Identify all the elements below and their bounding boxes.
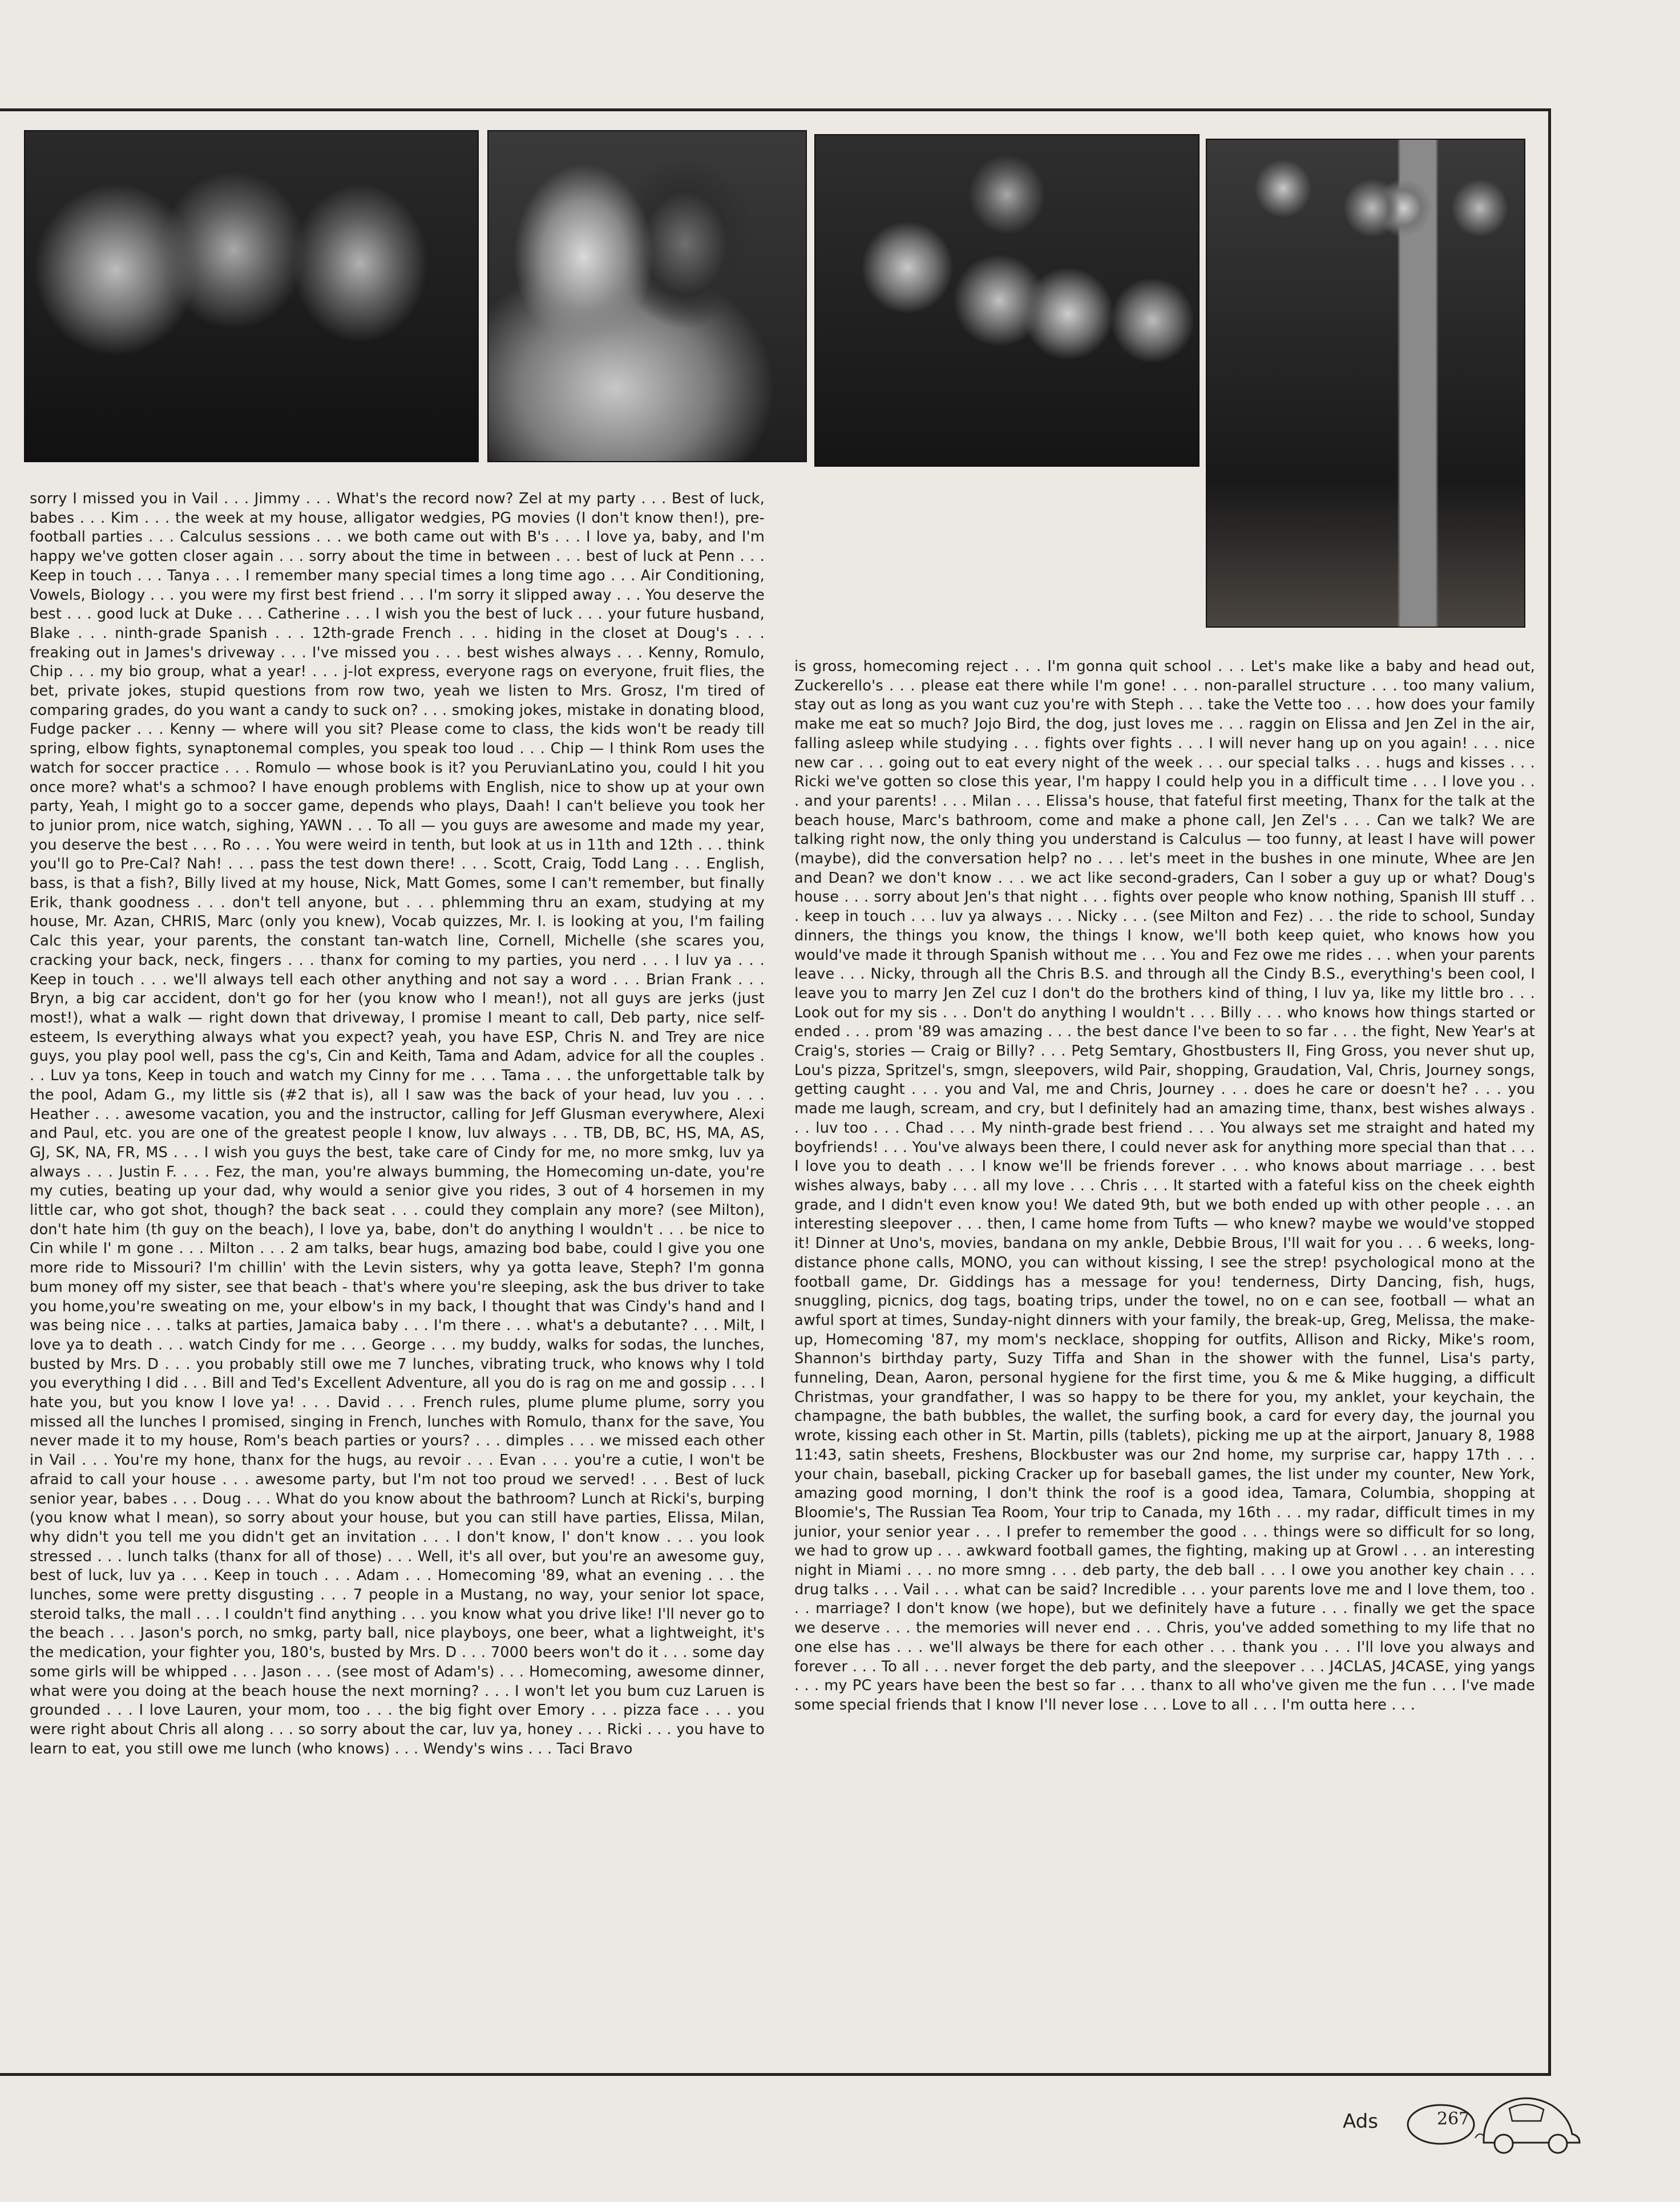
- photo-girls-group: [24, 130, 479, 462]
- photo-group-five: [814, 134, 1200, 467]
- text-column-left: sorry I missed you in Vail . . . Jimmy . . . What's the record now? Zel at my party . . . Best of luck, babes . . . Kim . . . the week at my house, alligator wedgies, PG movies (I don't know then!), pre-football parties . . . Calculus sessions . . . we both came out with B's . . . I love ya, baby, and I'm happy we've gotten closer again . . . sorry about the time in between . . . best of luck at Penn . . . Keep in touch . . . Tanya . . . I remember many special times a long time ago . . . Air Conditioning, Vowels, Biology . . . you were my first best friend . . . I'm sorry it slipped away . . . You deserve the best . . . good luck at Duke . . . Catherine . . . I wish you the best of luck . . . your future husband, Blake . . . ninth-grade Spanish . . . 12th-grade French . . . hiding in the closet at Doug's . . . freaking out in James's driveway . . . I've missed you . . . best wishes always . . . Kenny, Romulo, Chip . . . my bio group, what a year! . . . j-lot express, everyone rags on everyone, fruit flies, the bet, private jokes, stupid questions from row two, yeah we listen to Mrs. Grosz, I'm tired of comparing grades, do you want a candy to suck on? . . . smoking jokes, mistake in donating blood, Fudge packer . . . Kenny — where will you sit? Please come to class, the kids won't be ready till spring, elbow fights, synaptonemal comples, you speak too loud . . . Chip — I think Rom uses the watch for soccer practice . . . Romulo — whose book is it? you PeruvianLatino you, could I hit you once more? what's a schmoo? I have enough problems with English, nice to show up at your own party, Yeah, I might go to a soccer game, depends who plays, Daah! I can't believe you took her to junior prom, nice watch, sighing, YAWN . . . To all — you guys are awesome and made my year, you deserve the best . . . Ro . . . You were weird in tenth, but look at us in 11th and 12th . . . think you'll go to Pre-Cal? Nah! . . . pass the test down there! . . . Scott, Craig, Todd Lang . . . English, bass, is that a fish?, Billy lived at my house, Nick, Matt Gomes, some I can't remember, but finally Erik, thank goodness . . . don't tell anyone, but . . . phlemming thru an exam, studying at my house, Mr. Azan, CHRIS, Marc (only you knew), Vocab quizzes, Mr. I. is looking at you, I'm failing Calc this year, your parents, the constant tan-watch line, Cornell, Michelle (she scares you, cracking your back, neck, fingers . . . thanx for coming to my parties, you nerd . . . I luv ya . . . Keep in touch . . . we'll always tell each other anything and not say a word . . . Brian Frank . . . Bryn, a big car accident, don't go for her (you know who I mean!), not all guys are jerks (just most!), what a walk — right down that driveway, I promise I meant to call, Deb party, nice self-esteem, Is everything always what you expect? yeah, you have ESP, Chris N. and Trey are nice guys, you play pool well, pass the cg's, Cin and Keith, Tama and Adam, advice for all the couples . . . Luv ya tons, Keep in touch and watch my Cinny for me . . . Tama . . . the unforgettable talk by the pool, Adam G., my little sis (#2 that is), all I saw was the back of your head, luv you . . . Heather . . . awesome vacation, you and the instructor, calling for Jeff Glusman everywhere, Alexi and Paul, etc. you are one of the greatest people I know, luv always . . . TB, DB, BC, HS, MA, AS, GJ, SK, NA, FR, MS . . . I wish you guys the best, take care of Cindy for me, no more smkg, luv ya always . . . Justin F. . . . Fez, the man, you're always bumming, the Homecoming un-date, you're my cuties, beating up your dad, why would a senior give you rides, 3 out of 4 horsemen in my little car, who got shot, though? the back seat . . . could they complain any more? (see Milton), don't hate him (th guy on the beach), I love ya, babe, don't do anything I wouldn't . . . be nice to Cin while I' m gone . . . Milton . . . 2 am talks, bear hugs, amazing bod babe, could I give you one more ride to Missouri? I'm chillin' with the Levin sisters, why ya gotta leave, Steph? I'm gonna bum money off my sister, see that beach - that's where you're sleeping, ask the bus driver to take you home,you're sweating on me, your elbow's in my back, I thought that was Cindy's hand and I was being nice . . . talks at parties, Jamaica baby . . . I'm there . . . what's a debutante? . . . Milt, I love ya to death . . . watch Cindy for me . . . George . . . my buddy, walks for sodas, the lunches, busted by Mrs. D . . . you probably still owe me 7 lunches, vibrating truck, who knows why I told you everything I did . . . Bill and Ted's Excellent Adventure, all you do is rag on me and gossip . . . I hate you, but you know I love ya! . . . David . . . French rules, plume plume plume, sorry you missed all the lunches I promised, singing in French, lunches with Romulo, thanx for the save, You never made it to my house, Rom's beach parties or yours? . . . dimples . . . we missed each other in Vail . . . You're my hone, thanx for the hugs, au revoir . . . Evan . . . you're a cutie, I won't be afraid to call your house . . . awesome party, but I'm not too proud we served! . . . Best of luck senior year, babes . . . Doug . . . What do you know about the bathroom? Lunch at Ricki's, burping (you know what I mean), so sorry about your house, but you can still have parties, Elissa, Milan, why didn't you tell me you didn't get an invitation . . . I don't know, I' don't know . . . you look stressed . . . lunch talks (thanx for all of those) . . . Well, it's all over, but you're an awesome guy, best of luck, luv ya . . . Keep in touch . . . Adam . . . Homecoming '89, what an evening . . . the lunches, some were pretty disgusting . . . 7 people in a Mustang, no way, your senior lot space, steroid talks, the mall . . . I couldn't find anything . . . you know what you drive like! I'll never go to the beach . . . Jason's porch, no smkg, party ball, nice playboys, one beer, what a lightweight, it's the medication, your fighter you, 180's, busted by Mrs. D . . . 7000 beers won't do it . . . some day some girls will be whipped . . . Jason . . . (see most of Adam's) . . . Homecoming, awesome dinner, what were you doing at the beach house the next morning? . . . I won't let you bum cuz Laruen is grounded . . . I love Lauren, your mom, too . . . the big fight over Emory . . . pizza face . . . you were right about Chris all along . . . so sorry about the car, luv ya, honey . . . Ricki . . . you have to learn to eat, you still owe me lunch (who knows) . . . Wendy's wins . . . Taci Bravo: [30, 490, 765, 1757]
- page-number: 267: [1437, 2109, 1470, 2129]
- photo-two-boys-couch: [487, 130, 807, 462]
- text-column-right: is gross, homecoming reject . . . I'm gonna quit school . . . Let's make like a baby and head out, Zuckerello's . . . please eat there while I'm gone! . . . non-parallel structure . . . too many valium, stay out as long as you want cuz you're with Steph . . . take the Vette too . . . how does your family make me eat so much? Jojo Bird, the dog, just loves me . . . raggin on Elissa and Jen Zel in the air, falling asleep while studying . . . fights over fights . . . I will never hang up on you again! . . . nice new car . . . going out to eat every night of the week . . . our special talks . . . hugs and kisses . . . Ricki we've gotten so close this year, I'm happy I could help you in a difficult time . . . I love you . . . and your parents! . . . Milan . . . Elissa's house, that fateful first meeting, Thanx for the talk at the beach house, Marc's bathroom, come and make a phone call, Jen Zel's . . . Can we talk? We are talking right now, the only thing you understand is Calculus — too funny, at least I have will power (maybe), did the conversation help? no . . . let's meet in the bushes in one minute, Whee are Jen and Dean? we don't know . . . we act like second-graders, Can I sober a guy up or what? Doug's house . . . sorry about Jen's that night . . . fights over people who know nothing, Spanish III stuff . . . keep in touch . . . luv ya always . . . Nicky . . . (see Milton and Fez) . . . the ride to school, Sunday dinners, the things you know, the things I know, we'll both keep quiet, who knows how you would've made it through Spanish without me . . . You and Fez owe me rides . . . when your parents leave . . . Nicky, through all the Chris B.S. and through all the Cindy B.S., everything's been cool, I leave you to marry Jen Zel cuz I don't do the brothers kind of thing, I luv ya, like my little bro . . . Look out for my sis . . . Don't do anything I wouldn't . . . Billy . . . who knows how things started or ended . . . prom '89 was amazing . . . the best dance I've been to so far . . . the fight, New Year's at Craig's, stories — Craig or Billy? . . . Petg Semtary, Ghostbusters II, Fing Gross, you never shut up, Lou's pizza, Spritzel's, smgn, sleepovers, wild Pair, shopping, Graudation, Val, Chris, Journey songs, getting caught . . . you and Val, me and Chris, Journey . . . does he care or doesn't he? . . . you made me laugh, scream, and cry, but I definitely had an amazing time, thanx, best wishes always . . . luv too . . . Chad . . . My ninth-grade best friend . . . You always set me straight and hated my boyfriends! . . . You've always been there, I could never ask for anything more special than that . . . I love you to death . . . I know we'll be friends forever . . . who knows about marriage . . . best wishes always, baby . . . all my love . . . Chris . . . It started with a fateful kiss on the cheek eighth grade, and I didn't even know you! We dated 9th, but we both ended up with other people . . . an interesting sleepover . . . then, I came home from Tufts — who knew? maybe we would've stopped it! Dinner at Uno's, movies, bandana on my ankle, Debbie Brous, I'll wait for you . . . 6 weeks, long-distance phone calls, MONO, you can without kissing, I see the strep! psychological mono at the football game, Dr. Giddings has a message for you! tenderness, Dirty Dancing, fish, hugs, snuggling, picnics, dog tags, boating trips, under the towel, no on e can see, football — what an awful sport at times, Sunday-night dinners with your family, the break-up, Greg, Melissa, the make-up, Homecoming '87, my mom's necklace, shopping for outfits, Allison and Ricky, Mike's room, Shannon's birthday party, Suzy Tiffa and Shan in the shower with the funnel, Lisa's party, funneling, Dean, Aaron, personal hygiene for the first time, you & me & Mike hugging, a difficult Christmas, your grandfather, I was so happy to be there for you, my anklet, your keychain, the champagne, the bath bubbles, the wallet, the surfing book, a card for every day, the journal you wrote, kissing each other in St. Martin, pills (tablets), picking me up at the airport, January 8, 1988 11:43, satin sheets, Freshens, Blockbuster was our 2nd home, my surprise car, happy 17th . . . your chain, baseball, picking Cracker up for baseball games, the list under my counter, New York, amazing good morning, I don't think the roof is a good idea, Tamara, Columbia, shopping at Bloomie's, The Russian Tea Room, Your trip to Canada, my 16th . . . my radar, difficult times in my junior, your senior year . . . I prefer to remember the good . . . things were so difficult for so long, we had to grow up . . . awkward football games, the fighting, making up at Growl . . . an interesting night in Miami . . . no more smng . . . deb party, the deb ball . . . I owe you another key chain . . . drug talks . . . Vail . . . what can be said? Incredible . . . your parents love me and I love them, too . . . marriage? I don't know (we hope), but we definitely have a future . . . finally we get the space we deserve . . . the memories will never end . . . Chris, you've added something to my life that no one else has . . . we'll always be there for each other . . . thank you . . . I'll love you always and forever . . . To all . . . never forget the deb party, and the sleepover . . . J4CLAS, J4CASE, ying yangs . . . my PC years have been the best so far . . . thanx to all who've given me the fun . . . I've made some special friends that I know I'll never lose . . . Love to all . . . I'm outta here . . .: [794, 658, 1535, 1714]
- photo-prom-couples: [1206, 139, 1525, 628]
- car-logo-icon: [1398, 2086, 1586, 2160]
- section-label: Ads: [1343, 2110, 1378, 2133]
